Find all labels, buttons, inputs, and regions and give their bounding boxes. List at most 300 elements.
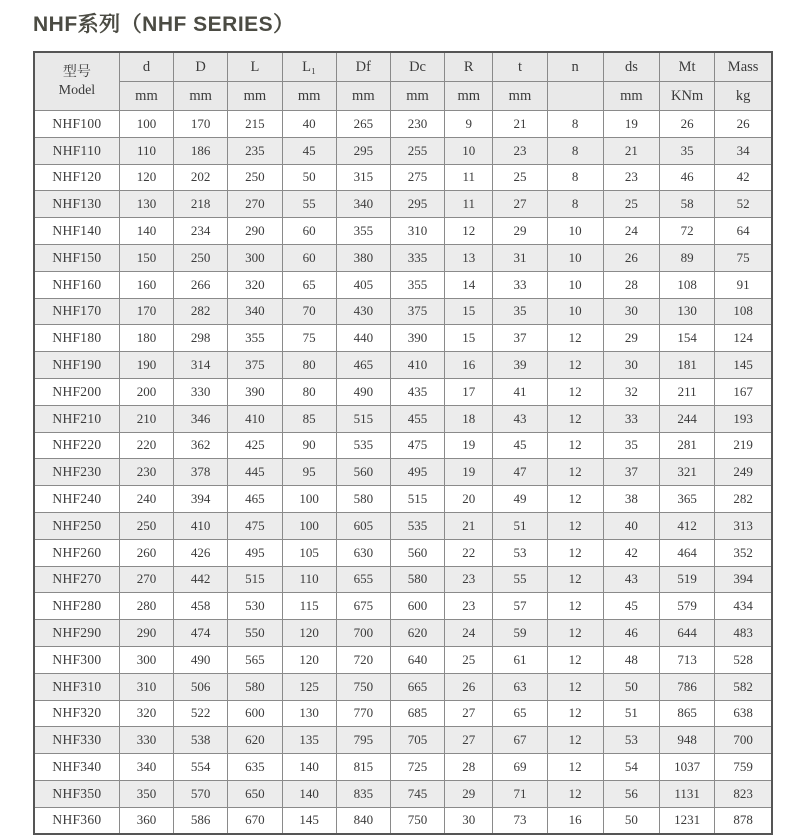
value-cell: 29: [445, 780, 493, 807]
value-cell: 100: [119, 111, 173, 138]
value-cell: 8: [547, 164, 603, 191]
value-cell: 12: [547, 754, 603, 781]
value-cell: 55: [493, 566, 547, 593]
value-cell: 750: [390, 807, 444, 834]
value-cell: 15: [445, 325, 493, 352]
value-cell: 15: [445, 298, 493, 325]
value-cell: 45: [603, 593, 659, 620]
table-row: [34, 137, 772, 164]
value-cell: 795: [336, 727, 390, 754]
value-cell: 145: [282, 807, 336, 834]
model-cell: NHF100: [34, 111, 119, 138]
value-cell: 823: [715, 780, 772, 807]
value-cell: 495: [228, 539, 282, 566]
value-cell: 465: [228, 486, 282, 513]
value-cell: 54: [603, 754, 659, 781]
model-cell: NHF290: [34, 620, 119, 647]
value-cell: 538: [174, 727, 228, 754]
value-cell: 210: [119, 405, 173, 432]
column-unit-dc: mm: [390, 82, 444, 111]
value-cell: 840: [336, 807, 390, 834]
value-cell: 605: [336, 512, 390, 539]
column-header-mt: Mt: [660, 52, 715, 82]
value-cell: 410: [228, 405, 282, 432]
value-cell: 10: [547, 244, 603, 271]
page-title: NHF系列（NHF SERIES）: [33, 13, 295, 36]
value-cell: 720: [336, 646, 390, 673]
value-cell: 73: [493, 807, 547, 834]
value-cell: 340: [119, 754, 173, 781]
value-cell: 167: [715, 378, 772, 405]
value-cell: 95: [282, 459, 336, 486]
value-cell: 270: [119, 566, 173, 593]
value-cell: 600: [390, 593, 444, 620]
model-cell: NHF120: [34, 164, 119, 191]
model-cell: NHF210: [34, 405, 119, 432]
value-cell: 948: [660, 727, 715, 754]
value-cell: 25: [445, 646, 493, 673]
value-cell: 80: [282, 378, 336, 405]
value-cell: 55: [282, 191, 336, 218]
value-cell: 430: [336, 298, 390, 325]
value-cell: 250: [174, 244, 228, 271]
value-cell: 130: [660, 298, 715, 325]
value-cell: 46: [660, 164, 715, 191]
table-row: [34, 111, 772, 138]
model-cell: NHF110: [34, 137, 119, 164]
value-cell: 786: [660, 673, 715, 700]
value-cell: 335: [390, 244, 444, 271]
table-row: [34, 164, 772, 191]
value-cell: 394: [174, 486, 228, 513]
value-cell: 23: [603, 164, 659, 191]
column-header-dc: Dc: [390, 52, 444, 82]
value-cell: 506: [174, 673, 228, 700]
value-cell: 700: [715, 727, 772, 754]
value-cell: 12: [547, 405, 603, 432]
model-cell: NHF180: [34, 325, 119, 352]
model-cell: NHF230: [34, 459, 119, 486]
value-cell: 80: [282, 352, 336, 379]
value-cell: 700: [336, 620, 390, 647]
value-cell: 835: [336, 780, 390, 807]
value-cell: 12: [547, 673, 603, 700]
column-header-df: Df: [336, 52, 390, 82]
value-cell: 580: [336, 486, 390, 513]
model-cell: NHF350: [34, 780, 119, 807]
value-cell: 515: [390, 486, 444, 513]
column-unit-r: mm: [445, 82, 493, 111]
value-cell: 1231: [660, 807, 715, 834]
value-cell: 442: [174, 566, 228, 593]
value-cell: 713: [660, 646, 715, 673]
model-cell: NHF270: [34, 566, 119, 593]
value-cell: 865: [660, 700, 715, 727]
value-cell: 108: [715, 298, 772, 325]
model-cell: NHF140: [34, 218, 119, 245]
value-cell: 340: [336, 191, 390, 218]
value-cell: 321: [660, 459, 715, 486]
value-cell: 59: [493, 620, 547, 647]
value-cell: 582: [715, 673, 772, 700]
value-cell: 630: [336, 539, 390, 566]
value-cell: 26: [660, 111, 715, 138]
value-cell: 560: [336, 459, 390, 486]
model-cell: NHF280: [34, 593, 119, 620]
value-cell: 91: [715, 271, 772, 298]
column-header-l: L: [228, 52, 282, 82]
value-cell: 42: [603, 539, 659, 566]
value-cell: 750: [336, 673, 390, 700]
value-cell: 655: [336, 566, 390, 593]
value-cell: 69: [493, 754, 547, 781]
value-cell: 458: [174, 593, 228, 620]
value-cell: 580: [390, 566, 444, 593]
value-cell: 260: [119, 539, 173, 566]
value-cell: 12: [547, 566, 603, 593]
value-cell: 30: [603, 352, 659, 379]
value-cell: 51: [493, 512, 547, 539]
value-cell: 600: [228, 700, 282, 727]
value-cell: 19: [445, 459, 493, 486]
value-cell: 160: [119, 271, 173, 298]
value-cell: 50: [603, 673, 659, 700]
value-cell: 65: [493, 700, 547, 727]
value-cell: 220: [119, 432, 173, 459]
model-cell: NHF260: [34, 539, 119, 566]
value-cell: 25: [493, 164, 547, 191]
value-cell: 29: [493, 218, 547, 245]
value-cell: 60: [282, 218, 336, 245]
value-cell: 180: [119, 325, 173, 352]
value-cell: 355: [390, 271, 444, 298]
value-cell: 53: [603, 727, 659, 754]
table-row: [34, 352, 772, 379]
value-cell: 190: [119, 352, 173, 379]
value-cell: 725: [390, 754, 444, 781]
value-cell: 315: [336, 164, 390, 191]
value-cell: 240: [119, 486, 173, 513]
value-cell: 61: [493, 646, 547, 673]
value-cell: 705: [390, 727, 444, 754]
value-cell: 586: [174, 807, 228, 834]
table-body: [34, 111, 772, 835]
value-cell: 275: [390, 164, 444, 191]
value-cell: 26: [445, 673, 493, 700]
value-cell: 70: [282, 298, 336, 325]
model-cell: NHF150: [34, 244, 119, 271]
value-cell: 455: [390, 405, 444, 432]
value-cell: 475: [228, 512, 282, 539]
value-cell: 528: [715, 646, 772, 673]
column-unit-mass: kg: [715, 82, 772, 111]
value-cell: 200: [119, 378, 173, 405]
value-cell: 13: [445, 244, 493, 271]
value-cell: 16: [547, 807, 603, 834]
value-cell: 310: [390, 218, 444, 245]
value-cell: 64: [715, 218, 772, 245]
value-cell: 65: [282, 271, 336, 298]
value-cell: 550: [228, 620, 282, 647]
column-header-t: t: [493, 52, 547, 82]
value-cell: 650: [228, 780, 282, 807]
model-cell: NHF160: [34, 271, 119, 298]
table-row: [34, 378, 772, 405]
value-cell: 25: [603, 191, 659, 218]
value-cell: 10: [547, 271, 603, 298]
value-cell: 530: [228, 593, 282, 620]
column-unit-n: [547, 82, 603, 111]
value-cell: 75: [282, 325, 336, 352]
value-cell: 12: [547, 700, 603, 727]
value-cell: 580: [228, 673, 282, 700]
value-cell: 759: [715, 754, 772, 781]
value-cell: 570: [174, 780, 228, 807]
value-cell: 515: [336, 405, 390, 432]
model-cell: NHF320: [34, 700, 119, 727]
value-cell: 140: [119, 218, 173, 245]
value-cell: 110: [282, 566, 336, 593]
value-cell: 362: [174, 432, 228, 459]
column-header-mass: Mass: [715, 52, 772, 82]
value-cell: 124: [715, 325, 772, 352]
value-cell: 12: [547, 512, 603, 539]
value-cell: 35: [603, 432, 659, 459]
table-row: [34, 271, 772, 298]
value-cell: 12: [547, 727, 603, 754]
value-cell: 19: [603, 111, 659, 138]
value-cell: 39: [493, 352, 547, 379]
value-cell: 10: [445, 137, 493, 164]
value-cell: 16: [445, 352, 493, 379]
value-cell: 579: [660, 593, 715, 620]
model-cell: NHF310: [34, 673, 119, 700]
value-cell: 47: [493, 459, 547, 486]
value-cell: 474: [174, 620, 228, 647]
value-cell: 170: [119, 298, 173, 325]
value-cell: 21: [603, 137, 659, 164]
value-cell: 72: [660, 218, 715, 245]
column-unit-l₁: mm: [282, 82, 336, 111]
value-cell: 11: [445, 191, 493, 218]
table-row: [34, 754, 772, 781]
value-cell: 12: [547, 780, 603, 807]
value-cell: 10: [547, 218, 603, 245]
value-cell: 295: [336, 137, 390, 164]
value-cell: 40: [603, 512, 659, 539]
value-cell: 10: [547, 298, 603, 325]
value-cell: 330: [174, 378, 228, 405]
value-cell: 295: [390, 191, 444, 218]
value-cell: 20: [445, 486, 493, 513]
value-cell: 346: [174, 405, 228, 432]
value-cell: 519: [660, 566, 715, 593]
header-unit-row: [34, 82, 772, 111]
value-cell: 281: [660, 432, 715, 459]
value-cell: 85: [282, 405, 336, 432]
value-cell: 48: [603, 646, 659, 673]
value-cell: 45: [493, 432, 547, 459]
table-row: [34, 780, 772, 807]
value-cell: 635: [228, 754, 282, 781]
value-cell: 115: [282, 593, 336, 620]
table-row: [34, 486, 772, 513]
value-cell: 675: [336, 593, 390, 620]
value-cell: 22: [445, 539, 493, 566]
value-cell: 378: [174, 459, 228, 486]
value-cell: 219: [715, 432, 772, 459]
value-cell: 375: [390, 298, 444, 325]
value-cell: 815: [336, 754, 390, 781]
table-row: [34, 325, 772, 352]
value-cell: 394: [715, 566, 772, 593]
table-row: [34, 700, 772, 727]
model-cell: NHF200: [34, 378, 119, 405]
value-cell: 38: [603, 486, 659, 513]
value-cell: 483: [715, 620, 772, 647]
value-cell: 770: [336, 700, 390, 727]
value-cell: 380: [336, 244, 390, 271]
value-cell: 390: [390, 325, 444, 352]
value-cell: 41: [493, 378, 547, 405]
value-cell: 554: [174, 754, 228, 781]
value-cell: 28: [445, 754, 493, 781]
value-cell: 63: [493, 673, 547, 700]
value-cell: 154: [660, 325, 715, 352]
value-cell: 300: [228, 244, 282, 271]
value-cell: 52: [715, 191, 772, 218]
value-cell: 300: [119, 646, 173, 673]
model-cell: NHF250: [34, 512, 119, 539]
value-cell: 12: [547, 620, 603, 647]
value-cell: 340: [228, 298, 282, 325]
value-cell: 27: [445, 727, 493, 754]
value-cell: 26: [715, 111, 772, 138]
value-cell: 12: [547, 459, 603, 486]
value-cell: 412: [660, 512, 715, 539]
value-cell: 644: [660, 620, 715, 647]
value-cell: 298: [174, 325, 228, 352]
table-row: [34, 620, 772, 647]
model-header-zh: 型号: [62, 65, 91, 80]
value-cell: 410: [174, 512, 228, 539]
model-cell: NHF330: [34, 727, 119, 754]
table-row: [34, 298, 772, 325]
value-cell: 360: [119, 807, 173, 834]
value-cell: 620: [390, 620, 444, 647]
value-cell: 45: [282, 137, 336, 164]
value-cell: 464: [660, 539, 715, 566]
value-cell: 33: [493, 271, 547, 298]
value-cell: 125: [282, 673, 336, 700]
table-row: [34, 727, 772, 754]
value-cell: 150: [119, 244, 173, 271]
column-unit-mt: KNm: [660, 82, 715, 111]
value-cell: 27: [445, 700, 493, 727]
value-cell: 320: [119, 700, 173, 727]
value-cell: 24: [603, 218, 659, 245]
value-cell: 12: [547, 593, 603, 620]
value-cell: 30: [445, 807, 493, 834]
value-cell: 23: [445, 566, 493, 593]
column-unit-df: mm: [336, 82, 390, 111]
model-cell: NHF340: [34, 754, 119, 781]
value-cell: 40: [282, 111, 336, 138]
value-cell: 21: [493, 111, 547, 138]
model-cell: NHF190: [34, 352, 119, 379]
value-cell: 522: [174, 700, 228, 727]
column-header-r: R: [445, 52, 493, 82]
value-cell: 34: [715, 137, 772, 164]
value-cell: 265: [336, 111, 390, 138]
value-cell: 435: [390, 378, 444, 405]
value-cell: 19: [445, 432, 493, 459]
value-cell: 9: [445, 111, 493, 138]
value-cell: 140: [282, 754, 336, 781]
column-unit-d: mm: [174, 82, 228, 111]
value-cell: 12: [547, 352, 603, 379]
column-unit-ds: mm: [603, 82, 659, 111]
value-cell: 405: [336, 271, 390, 298]
model-cell: NHF170: [34, 298, 119, 325]
value-cell: 202: [174, 164, 228, 191]
table-row: [34, 405, 772, 432]
value-cell: 390: [228, 378, 282, 405]
value-cell: 230: [119, 459, 173, 486]
value-cell: 320: [228, 271, 282, 298]
value-cell: 35: [493, 298, 547, 325]
value-cell: 33: [603, 405, 659, 432]
value-cell: 43: [603, 566, 659, 593]
value-cell: 440: [336, 325, 390, 352]
value-cell: 230: [390, 111, 444, 138]
value-cell: 186: [174, 137, 228, 164]
value-cell: 560: [390, 539, 444, 566]
value-cell: 108: [660, 271, 715, 298]
value-cell: 1037: [660, 754, 715, 781]
value-cell: 12: [547, 646, 603, 673]
value-cell: 490: [174, 646, 228, 673]
value-cell: 35: [660, 137, 715, 164]
value-cell: 495: [390, 459, 444, 486]
value-cell: 310: [119, 673, 173, 700]
value-cell: 58: [660, 191, 715, 218]
value-cell: 355: [336, 218, 390, 245]
table-row: [34, 432, 772, 459]
value-cell: 685: [390, 700, 444, 727]
value-cell: 145: [715, 352, 772, 379]
value-cell: 8: [547, 191, 603, 218]
value-cell: 670: [228, 807, 282, 834]
model-cell: NHF130: [34, 191, 119, 218]
table-row: [34, 459, 772, 486]
value-cell: 280: [119, 593, 173, 620]
value-cell: 30: [603, 298, 659, 325]
table-row: [34, 191, 772, 218]
value-cell: 515: [228, 566, 282, 593]
value-cell: 313: [715, 512, 772, 539]
value-cell: 49: [493, 486, 547, 513]
value-cell: 352: [715, 539, 772, 566]
value-cell: 105: [282, 539, 336, 566]
value-cell: 270: [228, 191, 282, 218]
table-row: [34, 807, 772, 834]
table-row: [34, 512, 772, 539]
value-cell: 12: [547, 378, 603, 405]
column-header-ds: ds: [603, 52, 659, 82]
value-cell: 665: [390, 673, 444, 700]
value-cell: 89: [660, 244, 715, 271]
